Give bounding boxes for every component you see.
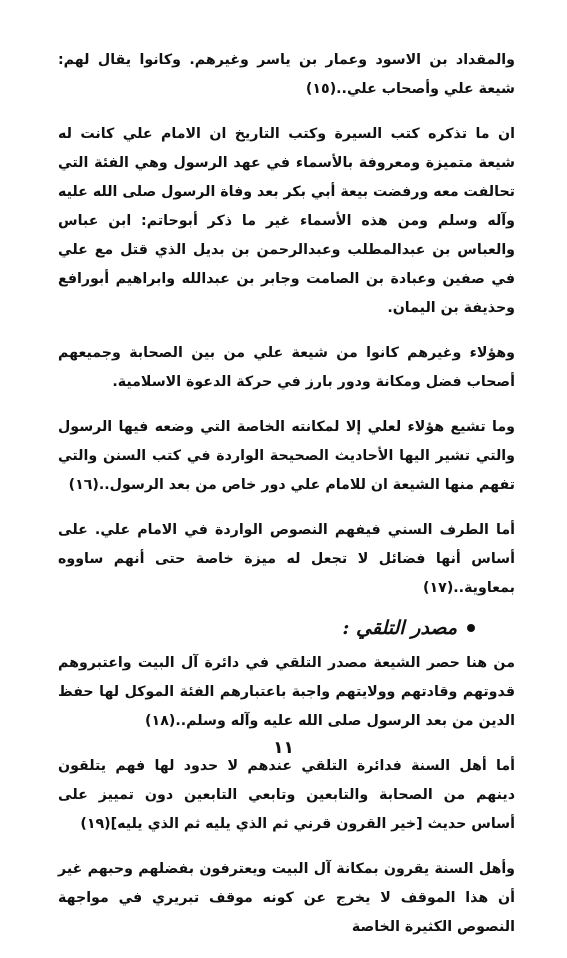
paragraph-7: أما أهل السنة فدائرة التلقي عندهم لا حدود لها فهم يتلقون دينهم من الصحابة والتابعين وتابعي التابعين دون تمييز على أساس حديث [خير القرون قرني ثم الذي يليه ثم الذي يليه](١٩) (58, 758, 515, 832)
paragraph-6: من هنا حصر الشيعة مصدر التلقي في دائرة آل البيت واعتبروهم قدوتهم وقادتهم وولايتهم واجبة باعتبارهم الفئة الموكل لها حفظ الدين من بعد الرسول صلى الله عليه وآله وسلم..(١٨) (58, 655, 515, 729)
paragraph-5: أما الطرف السني فيفهم النصوص الواردة في الامام علي. على أساس أنها فضائل لا تجعل له ميزة خاصة حتى أنهم ساووه بمعاوية..(١٧) (58, 522, 515, 596)
page-number: ١١ (273, 738, 294, 758)
paragraph-3: وهؤلاء وغيرهم كانوا من شيعة علي من بين الصحابة وجميعهم أصحاب فضل ومكانة ودور بارز في حركة الدعوة الاسلامية. (58, 345, 515, 390)
paragraph-8: وأهل السنة يقرون بمكانة آل البيت ويعترفون بفضلهم وحبهم غير أن هذا الموقف لا يخرج عن كونه موقف تبريري في مواجهة النصوص الكثيرة الخاصة (58, 861, 515, 935)
section-heading (58, 617, 515, 639)
page-body (58, 46, 515, 958)
section-title: مصدر التلقي : (342, 617, 457, 639)
bullet-icon (467, 624, 475, 632)
paragraph-4: وما تشيع هؤلاء لعلي إلا لمكانته الخاصة التي وضعه فيها الرسول والتي تشير اليها الأحاديث الصحيحة الواردة في كتب السنن والتي تفهم منها الشيعة ان للامام علي دور خاص من بعد الرسول..(١٦) (58, 419, 515, 493)
paragraph-2: ان ما تذكره كتب السيرة وكتب التاريخ ان الامام علي كانت له شيعة متميزة ومعروفة بالأسماء في عهد الرسول وهي الفئة التي تحالفت معه ورفضت بيعة أبي بكر بعد وفاة الرسول صلى الله عليه وآله وسلم ومن هذه الأسماء غير ما ذكر أبوحاتم: ابن عباس والعباس بن عبدالمطلب وعبدالرحمن بن بديل الذي قتل مع علي في صفين وعبادة بن الصامت وجابر بن عبدالله وابراهيم أبورافع وحذيفة بن اليمان. (58, 126, 515, 316)
paragraph-1: والمقداد بن الاسود وعمار بن ياسر وغيرهم. وكانوا يقال لهم: شيعة علي وأصحاب علي..(١٥) (58, 52, 515, 97)
